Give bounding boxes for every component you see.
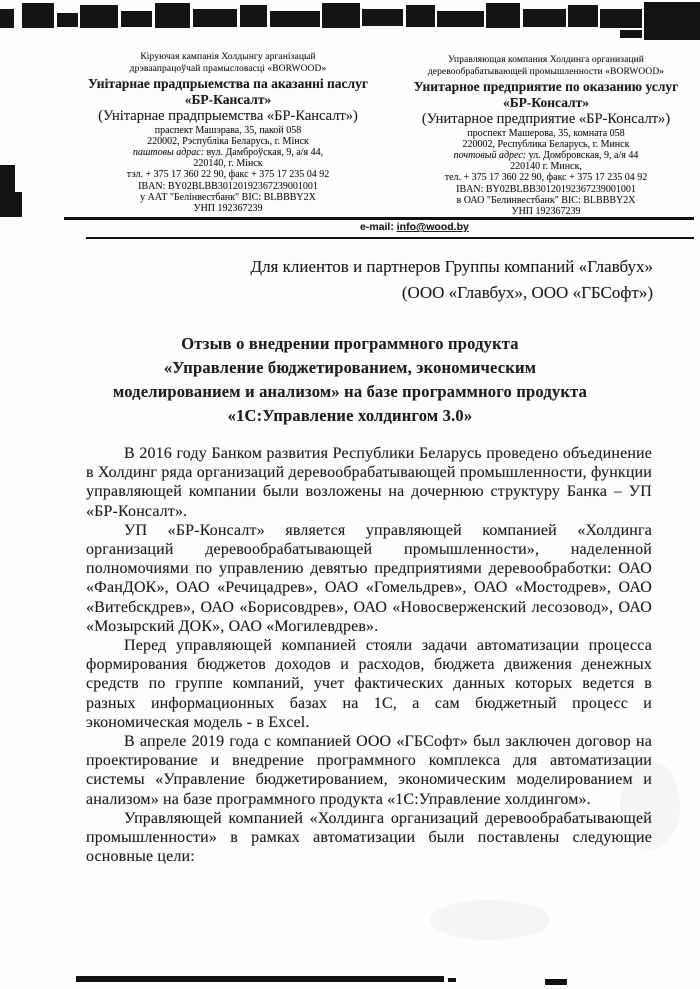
postal-address-label: почтовый адрес: — [453, 149, 527, 161]
scan-artifact-block — [620, 30, 642, 38]
address-line: 220140 г. Минск, — [510, 161, 582, 173]
scan-artifact-block — [644, 2, 700, 40]
divider-line-top — [64, 217, 694, 220]
body-paragraph: В апреле 2019 года с компанией ООО «ГБСофт» был заключен договор на проектирование и внедрение программного комплекса для автоматизации системы «Управление бюджетированием, экономическим моделированием и анализом» на базе программного продукта «1С:Управление холдингом». — [86, 733, 652, 808]
phone-fax-line: тел. + 375 17 360 22 90, факс + 375 17 235 04 92 — [444, 172, 648, 184]
scan-artifact-block — [486, 3, 520, 28]
scan-artifact-block — [545, 979, 567, 985]
bank-line: у ААТ "Белінвестбанк" BIC: BLBBBY2X — [140, 191, 316, 203]
postal-address-line — [68, 147, 388, 158]
postal-address-value: ул. Домбровская, 9, а/я 44 — [526, 149, 639, 161]
letterhead-right-column — [398, 52, 694, 217]
body-paragraph: УП «БР-Консалт» является управляющей компанией «Холдинга организаций деревообрабатывающей промышленности», наделенной полномочиями по управлению девятью предприятиями деревообработки: ОАО «ФанДОК», ОАО «Речицадрев», ОАО «Гомельдрев», ОАО «Мостодрев», ОАО «Витебскдрев», ОАО «Борисовдрев», ОАО «Новосверженский лесозовод», ОАО «Мозырский ДОК», ОАО «Могилевдрев». — [86, 521, 652, 635]
unp-line: УНП 192367239 — [511, 205, 581, 217]
org-name-line: дрэваапрацоўчай прамысловасці «BORWOOD» — [129, 63, 327, 74]
iban-line: IBAN: BY02BLBB30120192367239001001 — [138, 180, 318, 192]
company-name-paren: (Унітарнае прадпрыемства «БР-Кансалт») — [98, 107, 358, 124]
title-line: моделированием и анализом» на базе программного продукта — [112, 382, 588, 401]
phone-fax-line: тэл. + 375 17 360 22 90, факс + 375 17 235 04 92 — [126, 169, 330, 181]
scan-artifact-block — [448, 978, 456, 982]
email-label: e-mail: — [360, 221, 397, 233]
scan-artifact-block — [0, 192, 22, 217]
iban-line: IBAN: BY02BLBB30120192367239001001 — [456, 183, 636, 195]
address-line: проспект Машерова, 35, комната 058 — [467, 127, 625, 139]
scan-artifact-block — [270, 11, 320, 27]
org-name-line: Кіруючая кампанія Холдынгу арганізацый — [140, 52, 316, 62]
scan-smudge — [430, 900, 550, 940]
title-line: «1С:Управление холдингом 3.0» — [227, 406, 473, 425]
scan-artifact-block — [437, 11, 484, 27]
email-line — [360, 221, 469, 234]
body-paragraph: В 2016 году Банком развития Республики Беларусь проведено объединение в Холдинг ряда организаций деревообрабатывающей промышленности, функции управляющей компании были возложены на дочернюю структуру Банка – УП «БР-Консалт». — [86, 445, 652, 520]
address-line: 220002, Рэспубліка Беларусь, г. Мінск — [147, 135, 309, 147]
scan-artifact-block — [22, 3, 54, 28]
scan-artifact-block — [322, 3, 360, 28]
document-body — [86, 444, 652, 866]
body-paragraph: Перед управляющей компанией стояли задачи автоматизации процесса формирования бюджетов доходов и расходов, бюджета движения денежных средств по группе компаний, учет фактических данных которых ведется в разных информационных базах на 1С, а сам бюджетный процесс и экономическая модель - в Excel. — [86, 637, 652, 731]
scan-artifact-block — [57, 13, 78, 27]
address-line: 220002, Республика Беларусь, г. Минск — [462, 138, 630, 150]
scan-artifact-block — [240, 5, 267, 27]
title-line: «Управление бюджетированием, экономическим — [163, 358, 537, 377]
title-line: Отзыв о внедрении программного продукта — [181, 334, 519, 353]
scan-artifact-block — [0, 165, 15, 193]
body-paragraph: Управляющей компанией «Холдинга организаций деревообрабатывающей промышленности» в рамках автоматизации были поставлены следующие основные цели: — [86, 809, 652, 866]
address-line: праспект Машэрава, 35, пакой 058 — [154, 124, 302, 136]
company-name-bold: Унитарное предприятие по оказанию услуг — [413, 79, 679, 94]
scan-artifact-block — [76, 976, 444, 982]
postal-address-label: паштовы адрас: — [132, 146, 205, 158]
scan-artifact-block — [121, 11, 152, 27]
email-address: info@wood.by — [396, 221, 469, 233]
unp-line: УНП 192367239 — [193, 202, 263, 214]
postal-address-value: вул. Дамброўская, 9, а/я 44, — [204, 146, 324, 158]
divider-line-bottom — [86, 237, 694, 239]
org-name-line: деревообрабатывающей промышленности «BORWOOD» — [427, 66, 665, 77]
company-name-paren: (Унитарное предприятие «БР-Консалт») — [421, 110, 671, 127]
company-name-bold: Унітарнае прадпрыемства па аказанні паслуг — [87, 76, 368, 91]
document-title — [70, 332, 630, 428]
letterhead-left-column — [68, 52, 388, 214]
bank-line: в ОАО "Белинвестбанк" BIC: BLBBBY2X — [456, 194, 636, 206]
recipient-line: (ООО «Главбух», ООО «ГБСофт») — [401, 283, 653, 302]
scan-artifact-block — [80, 5, 118, 28]
company-name-bold: «БР-Кансалт» — [184, 91, 272, 107]
scan-artifact-block — [155, 3, 190, 28]
scan-artifact-block — [523, 9, 566, 27]
company-name-bold: «БР-Консалт» — [502, 94, 590, 110]
scan-artifact-block — [568, 5, 598, 27]
org-name-line: Управляющая компания Холдинга организаций — [448, 55, 644, 65]
postal-address-line — [398, 150, 694, 161]
recipient-block — [200, 254, 653, 306]
scan-artifact-block — [600, 9, 642, 28]
scan-artifact-block — [193, 9, 237, 27]
scan-artifact-block — [406, 5, 435, 27]
scan-artifact-block — [0, 9, 14, 28]
recipient-line: Для клиентов и партнеров Группы компаний «Главбух» — [250, 257, 653, 276]
scan-artifact-block — [362, 9, 403, 26]
address-line: 220140, г. Мінск — [193, 158, 263, 170]
